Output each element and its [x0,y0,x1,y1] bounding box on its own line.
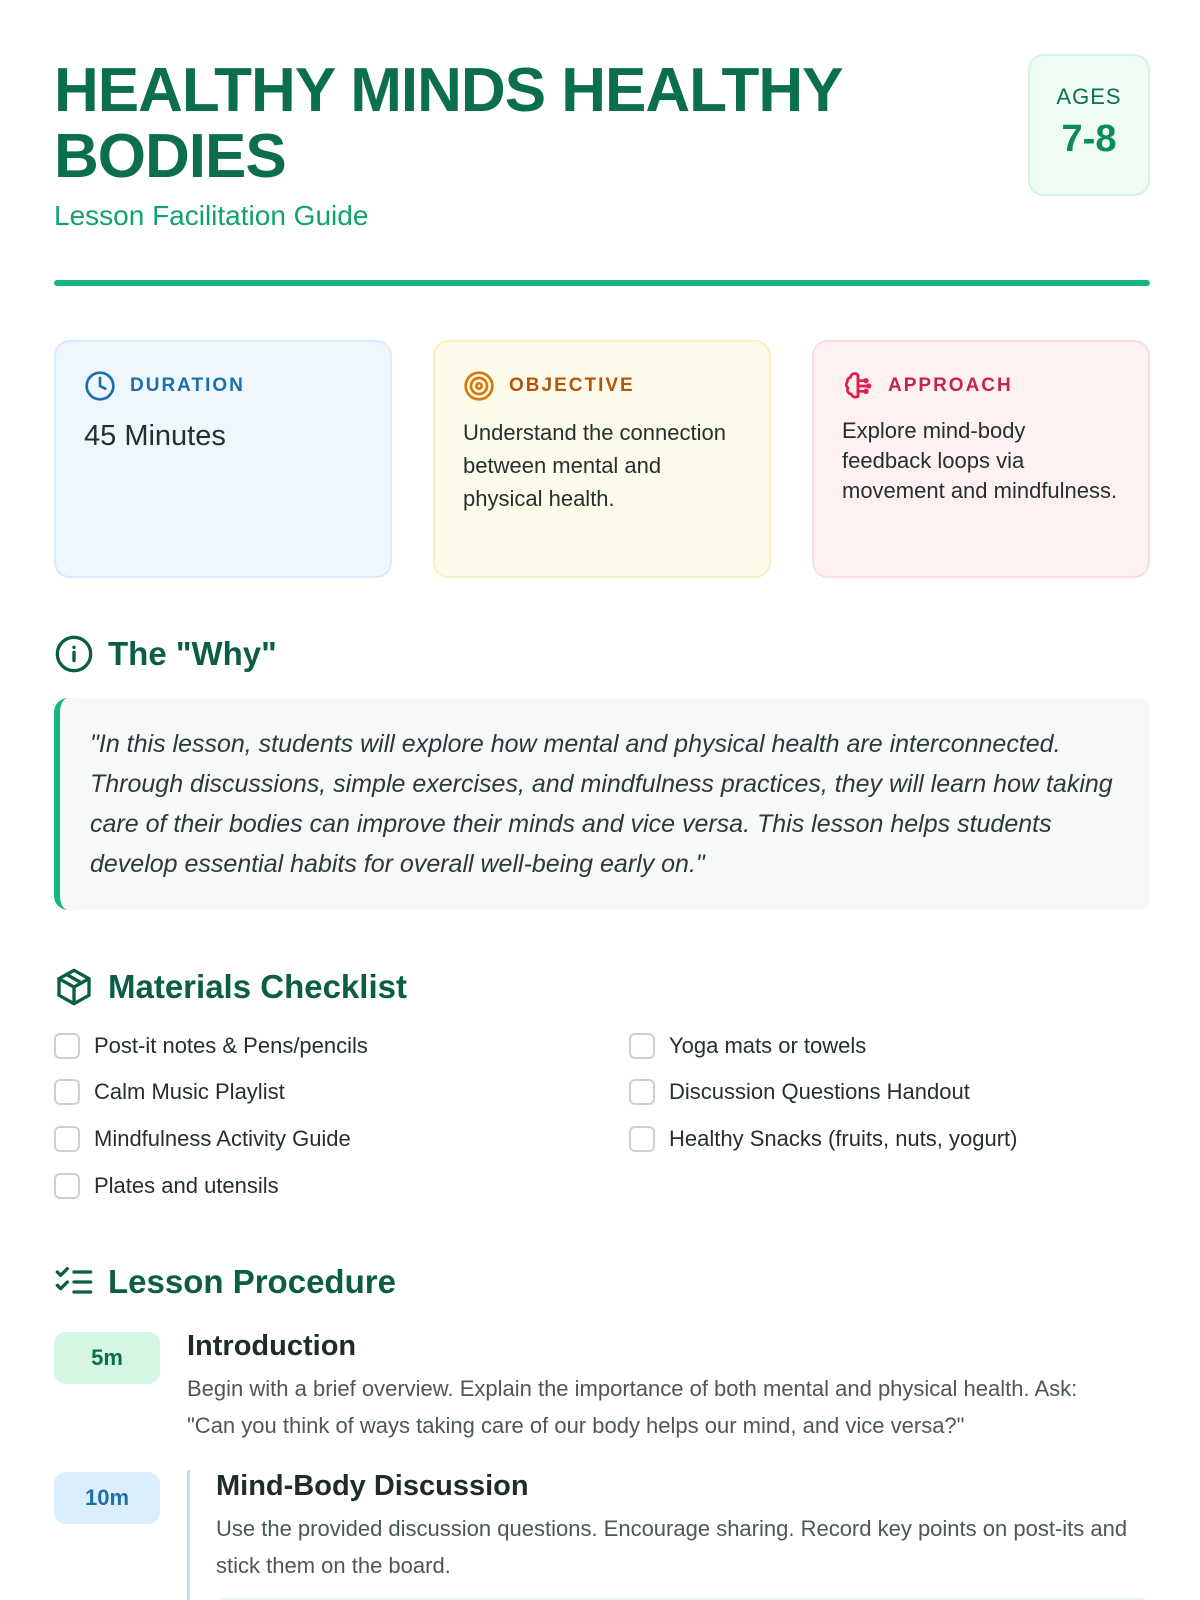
approach-text: Explore mind-body feedback loops via movement and mindfulness. [842,418,1118,503]
target-icon [463,370,495,402]
checkbox[interactable] [629,1033,655,1059]
materials-heading [54,965,407,1009]
checklist-item-label: Mindfulness Activity Guide [94,1126,351,1151]
checklist-item[interactable] [629,1030,866,1062]
checkbox[interactable] [629,1079,655,1105]
procedure-step [54,1330,1150,1440]
checklist-item[interactable] [54,1030,368,1062]
why-quote [54,698,1150,910]
why-title: The "Why" [108,635,277,672]
ages-badge [1028,54,1150,196]
brain-icon [842,370,874,402]
page-subtitle: Lesson Facilitation Guide [54,200,369,231]
info-cards [54,340,1150,578]
info-icon [54,634,94,674]
step-title: Introduction [187,1330,357,1362]
duration-card [54,340,392,578]
checklist-item-label: Calm Music Playlist [94,1079,285,1104]
checklist-item-label: Plates and utensils [94,1173,279,1198]
approach-label: APPROACH [888,375,1013,396]
why-heading [54,632,277,676]
duration-label: DURATION [130,375,245,396]
approach-card [812,340,1150,578]
checklist-item[interactable] [54,1170,279,1202]
objective-card [433,340,771,578]
why-quote-text: "In this lesson, students will explore how mental and physical health are interconnected. Through discussions, simple exercises, and mindfulness practices, they will learn how taking care of their bodies can improve their minds and vice versa. This lesson helps students develop essential habits for overall well-being early on." [90,730,1113,878]
step-description: Use the provided discussion questions. Encourage sharing. Record key points on post-its and stick them on the board. [216,1516,1128,1578]
checkbox[interactable] [54,1126,80,1152]
duration-value: 45 Minutes [84,420,226,452]
ages-value: 7-8 [1061,118,1117,160]
header [54,58,1150,290]
header-divider [54,280,1150,286]
package-icon [54,967,94,1007]
objective-label: OBJECTIVE [509,375,635,396]
step-duration-badge: 10m [54,1472,160,1524]
step-title: Mind-Body Discussion [216,1470,529,1502]
procedure-heading [54,1260,396,1304]
lesson-guide-page [54,0,1150,1600]
checklist-item-label: Post-it notes & Pens/pencils [94,1033,368,1058]
page-title: HEALTHY MINDS HEALTHY BODIES [54,56,842,191]
step-duration-badge: 5m [54,1332,160,1384]
checkbox[interactable] [629,1126,655,1152]
procedure-step [54,1470,1150,1600]
checkbox[interactable] [54,1173,80,1199]
checklist-item[interactable] [629,1123,1017,1155]
checklist-item-label: Yoga mats or towels [669,1033,867,1058]
checklist-item-label: Healthy Snacks (fruits, nuts, yogurt) [669,1126,1018,1151]
objective-text: Understand the connection between mental and physical health. [463,420,726,511]
step-description: Begin with a brief overview. Explain the importance of both mental and physical health. Ask: "Can you think of ways taking care of our body helps our mind, and vice versa?" [187,1376,1078,1438]
checkbox[interactable] [54,1079,80,1105]
checklist-item[interactable] [54,1123,351,1155]
ages-label: AGES [1056,84,1122,109]
checklist-item[interactable] [629,1076,970,1108]
list-checks-icon [54,1262,94,1302]
checklist-item[interactable] [54,1076,285,1108]
procedure-title: Lesson Procedure [108,1263,396,1300]
step-connector-line [187,1470,190,1600]
materials-title: Materials Checklist [108,968,407,1005]
clock-icon [84,370,116,402]
checkbox[interactable] [54,1033,80,1059]
checklist-item-label: Discussion Questions Handout [669,1079,970,1104]
